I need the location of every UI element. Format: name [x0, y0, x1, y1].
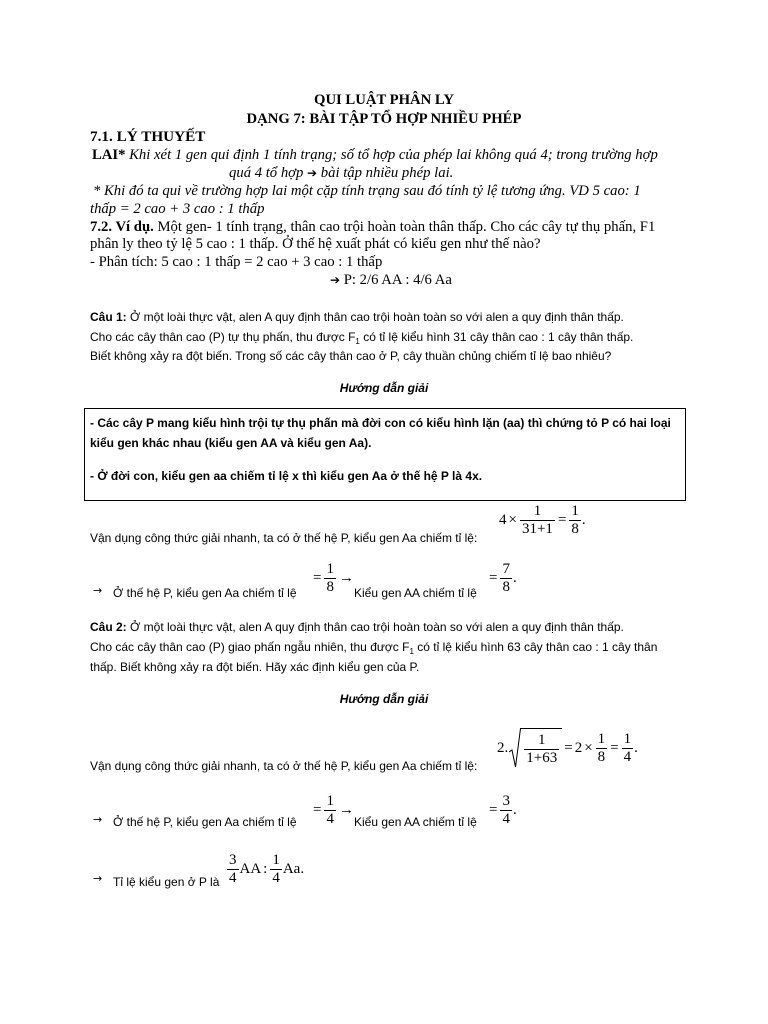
- fraction-denominator: 4: [272, 870, 280, 886]
- question-1-hint-box: [84, 408, 686, 501]
- fraction-numerator: 3: [229, 852, 237, 868]
- square-root-icon: [509, 728, 521, 768]
- fraction: [524, 733, 559, 766]
- example-line-1: [90, 219, 655, 236]
- equals-sign: =: [610, 739, 619, 756]
- multiply-sign: ×: [508, 512, 517, 528]
- question-1-line-2: [90, 329, 633, 347]
- question-1-AA-text: Kiểu gen AA chiếm tỉ lệ: [354, 586, 477, 600]
- genotype-label: Aa.: [282, 861, 305, 877]
- fraction-numerator: 1: [326, 793, 334, 809]
- question-2-ratio-formula: [226, 853, 304, 886]
- theory-line-1: [92, 147, 658, 164]
- question-2-aa-text: Ở thế hệ P, kiểu gen Aa chiếm tỉ lệ: [113, 815, 297, 829]
- fraction: [500, 794, 512, 827]
- formula-period: .: [634, 739, 638, 756]
- question-1-text-2b: có tỉ lệ kiểu hình 31 cây thân cao : 1 cây thân thấp.: [363, 330, 634, 344]
- question-1-line-1: [90, 309, 624, 325]
- example-analysis: - Phân tích: 5 cao : 1 thấp = 2 cao + 3 cao : 1 thấp: [90, 254, 383, 270]
- arrow-right-icon: ➔: [330, 273, 341, 287]
- fraction: [520, 504, 555, 537]
- question-2-ratio-text: Tỉ lệ kiểu gen ở P là: [113, 875, 220, 889]
- question-2-line-3: thấp. Biết không xảy ra đột biến. Hãy xác định kiểu gen của P.: [90, 660, 420, 674]
- lai-label: LAI*: [92, 147, 126, 163]
- theory-line-3: * Khi đó ta qui về trường hợp lai một cặp tính trạng sau đó tính tỷ lệ tương ứng. VD 5 cao: 1: [93, 183, 641, 199]
- example-result: [330, 272, 452, 289]
- fraction: [324, 794, 336, 827]
- example-heading: 7.2. Ví dụ.: [90, 219, 154, 235]
- equals-sign: =: [489, 570, 498, 586]
- theory-text-1: Khi xét 1 gen qui định 1 tính trạng; số tổ hợp của phép lai không quá 4; trong trường hợp: [129, 147, 658, 163]
- question-1-AA-formula: [487, 562, 517, 595]
- formula-period: .: [512, 802, 517, 818]
- question-1-apply-text: Vận dụng công thức giải nhanh, ta có ở thế hệ P, kiểu gen Aa chiếm tỉ lệ:: [90, 531, 478, 545]
- genotype-label: AA: [239, 861, 262, 877]
- fraction: [227, 853, 239, 886]
- question-1-text-2a: Cho các cây thân cao (P) tự thụ phấn, thu được F: [90, 330, 356, 344]
- question-2-aa-formula: [311, 794, 356, 827]
- fraction-denominator: 4: [623, 748, 632, 765]
- equals-sign: =: [564, 739, 573, 756]
- fraction-denominator: 31+1: [521, 521, 553, 537]
- arrow-right-icon: →: [93, 813, 103, 826]
- fraction-denominator: 4: [229, 870, 237, 886]
- fraction: [324, 562, 336, 595]
- hint-line-3: - Ở đời con, kiểu gen aa chiếm tỉ lệ x thì kiểu gen Aa ở thế hệ P là 4x.: [90, 469, 483, 483]
- fraction-numerator: 1: [537, 732, 546, 748]
- fraction-denominator: 4: [502, 811, 510, 827]
- theory-line-2: [229, 165, 453, 182]
- formula-period: .: [512, 570, 517, 586]
- question-2-text-2b: có tỉ lệ kiểu hình 63 cây thân cao : 1 cây thân: [417, 640, 658, 654]
- question-2-text-1: Ở một loài thực vật, alen A quy định thân cao trội hoàn toàn so với alen a quy định thân thấp.: [130, 620, 624, 634]
- question-2-formula: [497, 728, 638, 768]
- fraction: [500, 562, 512, 595]
- square-root-body: [521, 728, 562, 768]
- equals-sign: =: [313, 570, 322, 586]
- fraction-denominator: 4: [326, 811, 334, 827]
- implies-arrow-icon: →: [338, 570, 354, 586]
- question-2-apply-text: Vận dụng công thức giải nhanh, ta có ở thế hệ P, kiểu gen Aa chiếm tỉ lệ:: [90, 759, 478, 773]
- question-2-line-2: [90, 639, 657, 657]
- question-2-label: Câu 2:: [90, 620, 127, 634]
- generation-subscript: 1: [355, 337, 360, 346]
- question-2-line-1: [90, 619, 624, 635]
- formula-coefficient: 2: [574, 739, 583, 756]
- square-root: [509, 728, 562, 768]
- fraction-denominator: 8: [597, 748, 606, 765]
- question-1-formula: [499, 504, 586, 537]
- fraction-denominator: 1+63: [526, 750, 558, 766]
- equals-sign: =: [313, 802, 322, 818]
- question-2-text-2a: Cho các cây thân cao (P) giao phấn ngẫu nhiên, thu được F: [90, 640, 410, 654]
- example-line-2: phân ly theo tỷ lệ 5 cao : 1 thấp. Ở thế hệ xuất phát có kiểu gen như thế nào?: [90, 236, 541, 252]
- fraction-numerator: 7: [502, 561, 510, 577]
- theory-text-2a: quá 4 tổ hợp: [229, 165, 304, 181]
- fraction-numerator: 1: [533, 503, 542, 519]
- question-1-label: Câu 1:: [90, 310, 127, 324]
- doc-subtitle: DẠNG 7: BÀI TẬP TỔ HỢP NHIỀU PHÉP: [246, 111, 522, 127]
- question-2-AA-formula: [487, 794, 517, 827]
- formula-period: .: [581, 512, 586, 528]
- fraction-numerator: 1: [272, 852, 280, 868]
- fraction-numerator: 1: [597, 730, 606, 747]
- equals-sign: =: [557, 512, 567, 528]
- arrow-right-icon: →: [93, 584, 103, 597]
- arrow-right-icon: ➔: [307, 166, 318, 180]
- result-fraction: [569, 504, 581, 537]
- question-2-AA-text: Kiểu gen AA chiếm tỉ lệ: [354, 815, 477, 829]
- fraction-numerator: 3: [502, 793, 510, 809]
- theory-heading: 7.1. LÝ THUYẾT: [90, 128, 206, 145]
- fraction-numerator: 1: [326, 561, 334, 577]
- arrow-right-icon: →: [93, 872, 103, 885]
- hint-line-1: - Các cây P mang kiểu hình trội tự thụ phấn mà đời con có kiểu hình lặn (aa) thì chứng tỏ P có hai loại: [90, 416, 671, 430]
- hint-line-2: kiểu gen khác nhau (kiểu gen AA và kiểu gen Aa).: [90, 436, 372, 450]
- fraction-denominator: 8: [326, 579, 334, 595]
- example-text-1: Một gen- 1 tính trạng, thân cao trội hoàn toàn thân thấp. Cho các cây tự thụ phấn, F1: [157, 219, 656, 235]
- fraction-denominator: 8: [571, 521, 579, 537]
- question-1-aa-formula: [311, 562, 356, 595]
- result-fraction: [622, 732, 634, 765]
- theory-text-2b: bài tập nhiều phép lai.: [320, 165, 454, 181]
- equals-sign: =: [489, 802, 498, 818]
- multiply-sign: ×: [584, 739, 593, 756]
- question-1-guide-heading: Hướng dẫn giải: [339, 381, 429, 395]
- question-2-guide-heading: Hướng dẫn giải: [339, 692, 429, 706]
- fraction: [596, 732, 608, 765]
- question-1-aa-text: Ở thế hệ P, kiểu gen Aa chiếm tỉ lệ: [113, 586, 297, 600]
- ratio-separator: :: [263, 861, 268, 877]
- fraction-denominator: 8: [502, 579, 510, 595]
- implies-arrow-icon: →: [338, 802, 354, 818]
- doc-title: QUI LUẬT PHÂN LY: [314, 92, 454, 108]
- formula-coefficient: 2.: [497, 739, 509, 756]
- fraction-numerator: 1: [571, 503, 579, 519]
- fraction-numerator: 1: [623, 730, 632, 747]
- generation-subscript: 1: [409, 647, 414, 656]
- theory-line-4: thấp = 2 cao + 3 cao : 1 thấp: [90, 201, 265, 217]
- question-1-line-3: Biết không xảy ra đột biến. Trong số các cây thân cao ở P, cây thuần chủng chiếm tỉ lệ bao nhiêu?: [90, 349, 612, 363]
- fraction: [270, 853, 282, 886]
- question-1-text-1: Ở một loài thực vật, alen A quy định thân cao trội hoàn toàn so với alen a quy định thân thấp.: [130, 310, 624, 324]
- formula-coefficient: 4: [499, 512, 507, 528]
- example-result-text: P: 2/6 AA : 4/6 Aa: [343, 272, 452, 288]
